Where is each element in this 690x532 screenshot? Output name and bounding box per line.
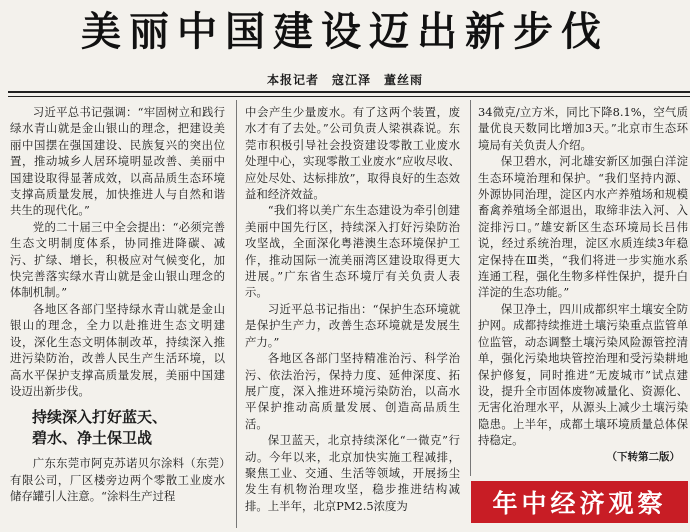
subhead-line-2: 碧水、净土保卫战 xyxy=(32,429,153,448)
paragraph: 习近平总书记强调：“牢固树立和践行绿水青山就是金山银山的理念，把建设美丽中国摆在强国建设、民族复兴的突出位置，推动城乡人居环境明显改善、美丽中国建设取得显著成效，以高品质生态环境支撑高质量发展，加快推进人与自然和谐共生的现代化。” xyxy=(10,105,225,218)
paragraph: 各地区各部门坚持绿水青山就是金山银山的理念，全力以赴推进生态文明建设，深化生态文明体制改革，持续深入推进污染防治，改善人民生产生活环境，以高水平保护支撑高质量发展，美丽中国建设迈出新步伐。 xyxy=(10,301,225,398)
column-divider-left xyxy=(236,100,237,528)
header-rule-thick xyxy=(8,91,690,93)
article-column-3 xyxy=(478,104,688,463)
paragraph: 习近平总书记指出：“保护生态环境就是保护生产力，改善生态环境就是发展生产力。” xyxy=(245,301,460,349)
subhead-line-1: 持续深入打好蓝天、 xyxy=(32,408,168,427)
paragraph: 34微克/立方米，同比下降8.1%，空气质量优良天数同比增加3天。”北京市生态环境局有关负责人介绍。 xyxy=(478,105,688,152)
paragraph: 党的二十届三中全会提出：“必须完善生态文明制度体系，协同推进降碳、减污、扩绿、增长，积极应对气候变化，加快完善落实绿水青山就是金山银山理念的体制机制。” xyxy=(10,219,225,300)
paragraph: “我们将以美广东生态建设为牵引创建美丽中国先行区，持续深入打好污染防治攻坚战，全面深化粤港澳生态环境保护工作，推动国际一流美丽湾区建设取得更大进展。”广东省生态环境厅有关负责人表示。 xyxy=(245,203,460,300)
column-divider-right xyxy=(470,100,471,476)
paragraph: 广东东莞市阿克苏诺贝尔涂料（东莞）有限公司，厂区楼旁边两个零散工业废水储存罐引人注意。“涂料生产过程 xyxy=(10,456,225,504)
column-badge: 年中经济观察 xyxy=(471,481,688,523)
paragraph: 保卫碧水，河北雄安新区加强白洋淀生态环境治理和保护。“我们坚持内源、外源协同治理，淀区内水产养殖场和规模畜禽养殖场全部退出，取缔非法入河、入淀排污口。”雄安新区生态环境局长吕伟说，经过系统治理，淀区水质连续3年稳定保持在Ⅲ类，“我们将进一步实施水系连通工程，强化生物多样性保护，提升白洋淀的生态功能。” xyxy=(478,154,688,300)
section-subhead xyxy=(10,407,225,449)
paragraph: 中会产生少量废水。有了这两个装置，废水才有了去处。”公司负责人梁祺森说。东莞市积极引导社会投资建设零散工业废水处理中心，实现零散工业废水“应收尽收、应处尽处、达标排放”，取得良好的生态效益和经济效益。 xyxy=(245,105,460,202)
paragraph: 保卫蓝天，北京持续深化“一微克”行动。今年以来，北京加快实施工程减排，聚焦工业、交通、生活等领域，开展扬尘发生有机物治理攻坚，稳步推进结构减排。上半年，北京PM2.5浓度为 xyxy=(245,433,460,513)
continued-notice[interactable]: （下转第二版） xyxy=(606,450,680,463)
article-column-2 xyxy=(245,104,460,532)
paragraph: 各地区各部门坚持精准治污、科学治污、依法治污，保持力度、延伸深度、拓展广度，深入推进环境污染防治，以高水平保护推动高质量发展、创造高品质生活。 xyxy=(245,351,460,431)
paragraph: 保卫净土，四川成都织牢土壤安全防护网。成都持续推进土壤污染重点监管单位监管，动态调整土壤污染风险源管控清单，强化污染地块管控治理和受污染耕地保护修复，同时推进“无废城市”试点建设，提升全市固体废物减量化、资源化、无害化治理水平，从源头上减少土壤污染隐患。上半年，成都土壤环境质量总体保持稳定。 xyxy=(478,301,688,448)
header-rule-thin xyxy=(8,96,690,97)
page-headline: 美丽中国建设迈出新步伐 xyxy=(81,9,609,55)
article-column-1 xyxy=(10,104,225,532)
byline: 本报记者 寇江泽 董丝雨 xyxy=(266,73,423,87)
